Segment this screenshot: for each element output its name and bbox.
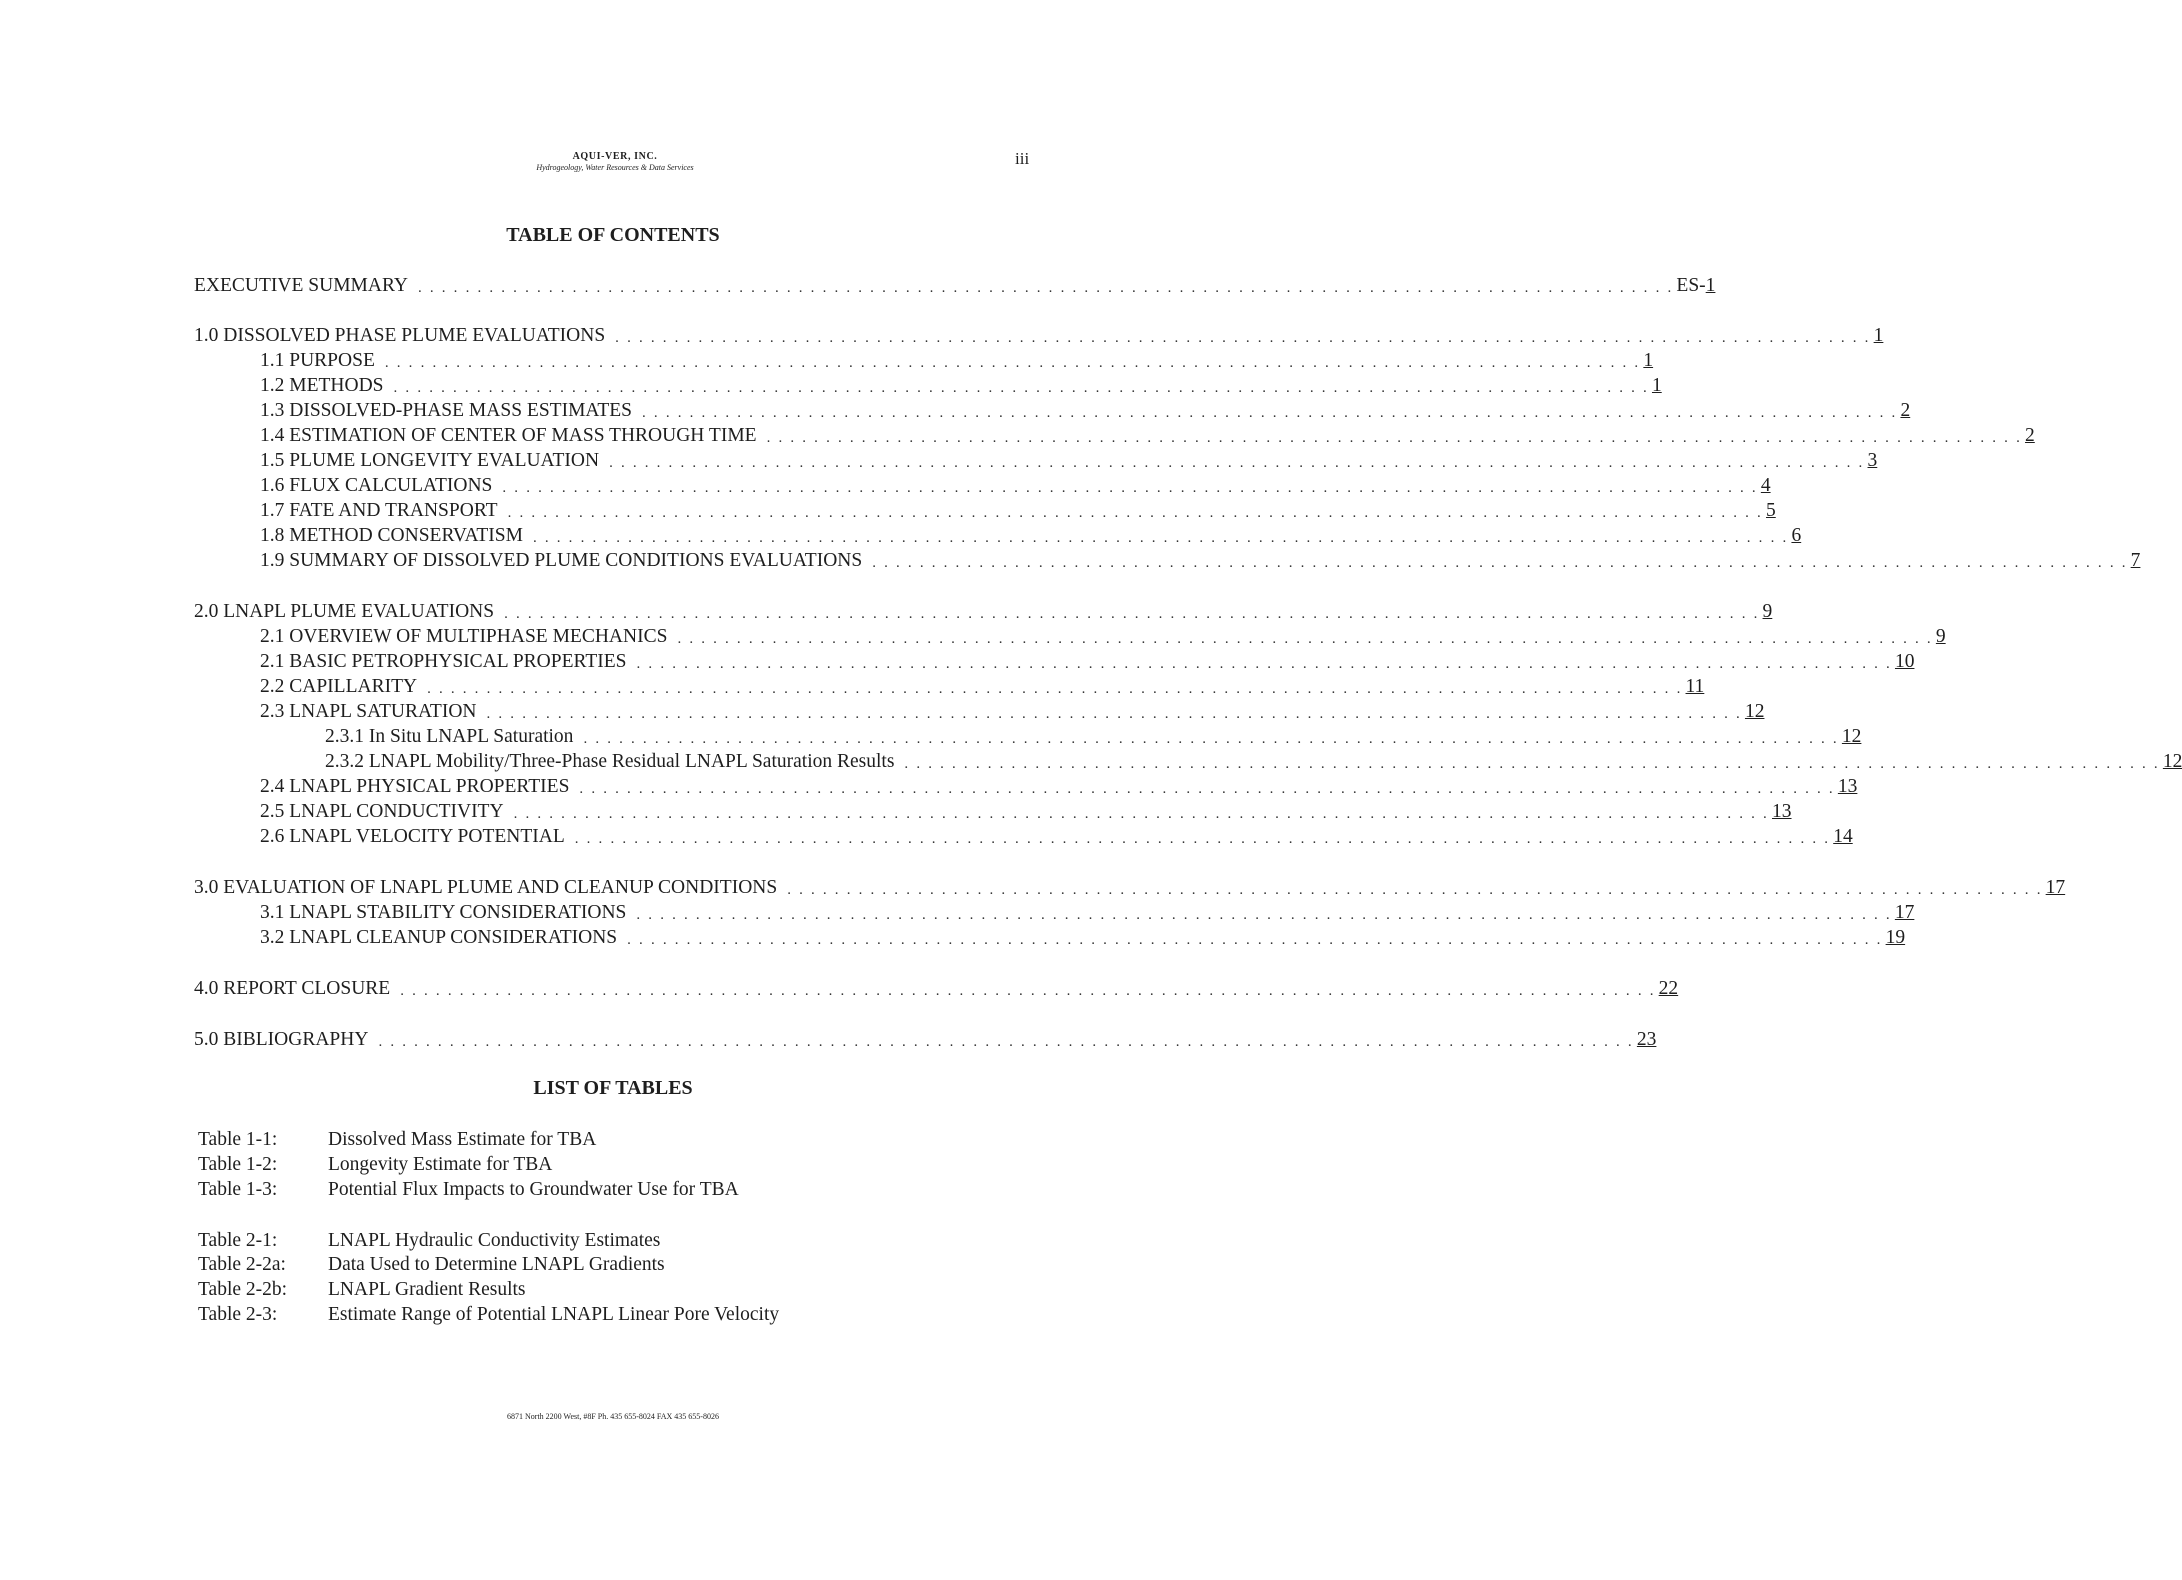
table-description: Dissolved Mass Estimate for TBA bbox=[328, 1129, 597, 1150]
toc-entry bbox=[194, 324, 1884, 348]
toc-entry-page: 2 bbox=[2025, 425, 2035, 446]
toc-entry-title: 1.5 PLUME LONGEVITY EVALUATION bbox=[260, 450, 600, 471]
toc-entry-page: 17 bbox=[2045, 877, 2066, 898]
toc-entry bbox=[194, 977, 1679, 1001]
toc-entry-title: EXECUTIVE SUMMARY bbox=[194, 275, 408, 296]
toc-entry bbox=[260, 349, 1654, 373]
toc-entry-title: 2.1 BASIC PETROPHYSICAL PROPERTIES bbox=[260, 651, 627, 672]
toc-entry-page: 2 bbox=[1900, 400, 1911, 421]
table-label: Table 1-3: bbox=[198, 1179, 278, 1200]
table-list-item bbox=[198, 1229, 898, 1253]
table-description: Longevity Estimate for TBA bbox=[328, 1154, 553, 1175]
toc-entry-page: 4 bbox=[1760, 475, 1771, 496]
dot-leader: . . . . . . . . . . . . . . . . . . . . . . . . . . . . . . . . . . . . . . . . . . . . . . . . . . . . . . . . . . . . . . . . . . . . . . . . . . . . . . . . . . . . . . . . . . . . . . . . . . . . . . . . . . bbox=[513, 806, 1770, 822]
dot-leader: . . . . . . . . . . . . . . . . . . . . . . . . . . . . . . . . . . . . . . . . . . . . . . . . . . . . . . . . . . . . . . . . . . . . . . . . . . . . . . . . . . . . . . . . . . . . . . . . . . . . . . . . . . bbox=[615, 330, 1871, 346]
dot-leader: . . . . . . . . . . . . . . . . . . . . . . . . . . . . . . . . . . . . . . . . . . . . . . . . . . . . . . . . . . . . . . . . . . . . . . . . . . . . . . . . . . . . . . . . . . . . . . . . . . . . . . . . . . bbox=[378, 1034, 1634, 1050]
dot-leader: . . . . . . . . . . . . . . . . . . . . . . . . . . . . . . . . . . . . . . . . . . . . . . . . . . . . . . . . . . . . . . . . . . . . . . . . . . . . . . . . . . . . . . . . . . . . . . . . . . . . . . . . . . bbox=[787, 882, 2043, 898]
toc-entry bbox=[260, 499, 1776, 523]
dot-leader: . . . . . . . . . . . . . . . . . . . . . . . . . . . . . . . . . . . . . . . . . . . . . . . . . . . . . . . . . . . . . . . . . . . . . . . . . . . . . . . . . . . . . . . . . . . . . . . . . . . . . . . . . . bbox=[579, 781, 1835, 797]
toc-entry-page: 11 bbox=[1685, 676, 1705, 697]
toc-entry-page: 13 bbox=[1837, 776, 1858, 797]
toc-entry-title: 1.6 FLUX CALCULATIONS bbox=[260, 475, 493, 496]
table-description: Potential Flux Impacts to Groundwater Use for TBA bbox=[328, 1179, 739, 1200]
dot-leader: . . . . . . . . . . . . . . . . . . . . . . . . . . . . . . . . . . . . . . . . . . . . . . . . . . . . . . . . . . . . . . . . . . . . . . . . . . . . . . . . . . . . . . . . . . . . . . . . . . . . . . . . . . bbox=[904, 756, 2160, 772]
toc-entry-title: 3.0 EVALUATION OF LNAPL PLUME AND CLEANUP CONDITIONS bbox=[194, 877, 778, 898]
toc-entry bbox=[260, 399, 1911, 423]
dot-leader: . . . . . . . . . . . . . . . . . . . . . . . . . . . . . . . . . . . . . . . . . . . . . . . . . . . . . . . . . . . . . . . . . . . . . . . . . . . . . . . . . . . . . . . . . . . . . . . . . . . . . . . . . . bbox=[502, 480, 1758, 496]
toc-entry-title: 2.3 LNAPL SATURATION bbox=[260, 701, 477, 722]
toc-entry bbox=[260, 800, 1792, 824]
table-list-item bbox=[198, 1253, 898, 1277]
toc-heading: TABLE OF CONTENTS bbox=[506, 224, 720, 246]
table-label: Table 2-1: bbox=[198, 1230, 278, 1251]
list-of-tables-heading: LIST OF TABLES bbox=[533, 1077, 693, 1099]
dot-leader: . . . . . . . . . . . . . . . . . . . . . . . . . . . . . . . . . . . . . . . . . . . . . . . . . . . . . . . . . . . . . . . . . . . . . . . . . . . . . . . . . . . . . . . . . . . . . . . . . . . . . . . . . . bbox=[427, 681, 1683, 697]
table-list-item bbox=[198, 1303, 898, 1327]
company-name: AQUI-VER, INC. bbox=[572, 151, 658, 162]
toc-entry-page: 17 bbox=[1894, 902, 1915, 923]
toc-entry-title: 5.0 BIBLIOGRAPHY bbox=[194, 1029, 369, 1050]
toc-entry-page: 1 bbox=[1873, 325, 1884, 346]
table-list-item bbox=[198, 1278, 898, 1302]
toc-entry bbox=[260, 775, 1858, 799]
toc-entry-page: 1 bbox=[1643, 350, 1654, 371]
toc-entry bbox=[260, 374, 1662, 398]
toc-entry bbox=[260, 700, 1765, 724]
toc-entry bbox=[260, 650, 1915, 674]
toc-entry-title: 1.7 FATE AND TRANSPORT bbox=[260, 500, 498, 521]
toc-entry-title: 2.1 OVERVIEW OF MULTIPHASE MECHANICS bbox=[260, 626, 668, 647]
toc-entry-page: 7 bbox=[2130, 550, 2141, 571]
dot-leader: . . . . . . . . . . . . . . . . . . . . . . . . . . . . . . . . . . . . . . . . . . . . . . . . . . . . . . . . . . . . . . . . . . . . . . . . . . . . . . . . . . . . . . . . . . . . . . . . . . . . . . . . . . bbox=[627, 932, 1883, 948]
dot-leader: . . . . . . . . . . . . . . . . . . . . . . . . . . . . . . . . . . . . . . . . . . . . . . . . . . . . . . . . . . . . . . . . . . . . . . . . . . . . . . . . . . . . . . . . . . . . . . . . . . . . . . . . . . bbox=[486, 706, 1742, 722]
toc-entry-page: 1 bbox=[1705, 275, 1716, 296]
dot-leader: . . . . . . . . . . . . . . . . . . . . . . . . . . . . . . . . . . . . . . . . . . . . . . . . . . . . . . . . . . . . . . . . . . . . . . . . . . . . . . . . . . . . . . . . . . . . . . . . . . . . . . . . . . bbox=[677, 631, 1933, 647]
toc-entry-title: 3.2 LNAPL CLEANUP CONSIDERATIONS bbox=[260, 927, 618, 948]
toc-entry bbox=[194, 274, 1716, 298]
toc-entry bbox=[260, 424, 2035, 448]
dot-leader: . . . . . . . . . . . . . . . . . . . . . . . . . . . . . . . . . . . . . . . . . . . . . . . . . . . . . . . . . . . . . . . . . . . . . . . . . . . . . . . . . . . . . . . . . . . . . . . . . . . . . . . . . . bbox=[872, 555, 2128, 571]
toc-entry-title: 1.3 DISSOLVED-PHASE MASS ESTIMATES bbox=[260, 400, 633, 421]
dot-leader: . . . . . . . . . . . . . . . . . . . . . . . . . . . . . . . . . . . . . . . . . . . . . . . . . . . . . . . . . . . . . . . . . . . . . . . . . . . . . . . . . . . . . . . . . . . . . . . . . . . . . . . . . . bbox=[636, 907, 1892, 923]
table-label: Table 1-1: bbox=[198, 1129, 278, 1150]
dot-leader: . . . . . . . . . . . . . . . . . . . . . . . . . . . . . . . . . . . . . . . . . . . . . . . . . . . . . . . . . . . . . . . . . . . . . . . . . . . . . . . . . . . . . . . . . . . . . . . . . . . . . . . . . . bbox=[400, 983, 1656, 999]
toc-entry bbox=[325, 725, 1862, 749]
toc-entry-page: 19 bbox=[1885, 927, 1906, 948]
toc-entry bbox=[260, 825, 1853, 849]
dot-leader: . . . . . . . . . . . . . . . . . . . . . . . . . . . . . . . . . . . . . . . . . . . . . . . . . . . . . . . . . . . . . . . . . . . . . . . . . . . . . . . . . . . . . . . . . . . . . . . . . . . . . . . . . . bbox=[417, 280, 1674, 296]
table-label: Table 1-2: bbox=[198, 1154, 278, 1175]
footer-address: 6871 North 2200 West, #8F Ph. 435 655-8024 FAX 435 655-8026 bbox=[507, 1412, 719, 1421]
toc-entry-page: 6 bbox=[1791, 525, 1802, 546]
toc-entry-title: 1.9 SUMMARY OF DISSOLVED PLUME CONDITIONS EVALUATIONS bbox=[260, 550, 863, 571]
dot-leader: . . . . . . . . . . . . . . . . . . . . . . . . . . . . . . . . . . . . . . . . . . . . . . . . . . . . . . . . . . . . . . . . . . . . . . . . . . . . . . . . . . . . . . . . . . . . . . . . . . . . . . . . . . bbox=[609, 455, 1865, 471]
toc-entry bbox=[194, 1028, 1657, 1052]
toc-entry bbox=[260, 549, 2141, 573]
toc-entry bbox=[260, 474, 1771, 498]
toc-entry bbox=[260, 901, 1915, 925]
toc-entry bbox=[260, 449, 1878, 473]
toc-entry-page: 14 bbox=[1833, 826, 1853, 847]
toc-entry-title: 2.3.1 In Situ LNAPL Saturation bbox=[325, 726, 574, 747]
dot-leader: . . . . . . . . . . . . . . . . . . . . . . . . . . . . . . . . . . . . . . . . . . . . . . . . . . . . . . . . . . . . . . . . . . . . . . . . . . . . . . . . . . . . . . . . . . . . . . . . . . . . . . . . . . bbox=[384, 355, 1641, 371]
toc-entry-page: 23 bbox=[1636, 1029, 1657, 1050]
table-label: Table 2-2b: bbox=[198, 1279, 288, 1300]
toc-entry-page: 12 bbox=[2162, 751, 2182, 772]
toc-entry-title: 3.1 LNAPL STABILITY CONSIDERATIONS bbox=[260, 902, 627, 923]
table-description: LNAPL Hydraulic Conductivity Estimates bbox=[328, 1230, 661, 1251]
toc-entry-page: 12 bbox=[1841, 726, 1862, 747]
toc-entry bbox=[260, 524, 1802, 548]
dot-leader: . . . . . . . . . . . . . . . . . . . . . . . . . . . . . . . . . . . . . . . . . . . . . . . . . . . . . . . . . . . . . . . . . . . . . . . . . . . . . . . . . . . . . . . . . . . . . . . . . . . . . . . . . . bbox=[574, 831, 1831, 847]
dot-leader: . . . . . . . . . . . . . . . . . . . . . . . . . . . . . . . . . . . . . . . . . . . . . . . . . . . . . . . . . . . . . . . . . . . . . . . . . . . . . . . . . . . . . . . . . . . . . . . . . . . . . . . . . . bbox=[583, 731, 1839, 747]
toc-entry-page: 22 bbox=[1658, 978, 1679, 999]
toc-entry-page: 1 bbox=[1651, 375, 1662, 396]
dot-leader: . . . . . . . . . . . . . . . . . . . . . . . . . . . . . . . . . . . . . . . . . . . . . . . . . . . . . . . . . . . . . . . . . . . . . . . . . . . . . . . . . . . . . . . . . . . . . . . . . . . . . . . . . . bbox=[642, 405, 1898, 421]
dot-leader: . . . . . . . . . . . . . . . . . . . . . . . . . . . . . . . . . . . . . . . . . . . . . . . . . . . . . . . . . . . . . . . . . . . . . . . . . . . . . . . . . . . . . . . . . . . . . . . . . . . . . . . . . . bbox=[504, 606, 1760, 622]
table-label: Table 2-2a: bbox=[198, 1254, 286, 1275]
table-label: Table 2-3: bbox=[198, 1304, 278, 1325]
toc-entry-page: 13 bbox=[1772, 801, 1792, 822]
toc-entry bbox=[325, 750, 2182, 774]
toc-entry-page: 10 bbox=[1894, 651, 1915, 672]
dot-leader: . . . . . . . . . . . . . . . . . . . . . . . . . . . . . . . . . . . . . . . . . . . . . . . . . . . . . . . . . . . . . . . . . . . . . . . . . . . . . . . . . . . . . . . . . . . . . . . . . . . . . . . . . . bbox=[636, 656, 1892, 672]
table-description: Estimate Range of Potential LNAPL Linear Pore Velocity bbox=[328, 1304, 780, 1325]
toc-entry bbox=[260, 625, 1946, 649]
toc-entry-title: 1.1 PURPOSE bbox=[260, 350, 375, 371]
toc-entry-page: 9 bbox=[1935, 626, 1946, 647]
toc-entry-page: 12 bbox=[1744, 701, 1765, 722]
table-list-item bbox=[198, 1128, 898, 1152]
toc-entry-page: 9 bbox=[1762, 601, 1773, 622]
toc-entry-title: 4.0 REPORT CLOSURE bbox=[194, 978, 391, 999]
page-number: iii bbox=[1015, 149, 1030, 168]
toc-entry-page: 3 bbox=[1867, 450, 1878, 471]
table-description: LNAPL Gradient Results bbox=[328, 1279, 526, 1300]
toc-entry-title: 2.2 CAPILLARITY bbox=[260, 676, 418, 697]
toc-entry bbox=[194, 876, 2066, 900]
dot-leader: . . . . . . . . . . . . . . . . . . . . . . . . . . . . . . . . . . . . . . . . . . . . . . . . . . . . . . . . . . . . . . . . . . . . . . . . . . . . . . . . . . . . . . . . . . . . . . . . . . . . . . . . . . bbox=[532, 530, 1789, 546]
toc-entry-title: 1.4 ESTIMATION OF CENTER OF MASS THROUGH TIME bbox=[260, 425, 757, 446]
dot-leader: . . . . . . . . . . . . . . . . . . . . . . . . . . . . . . . . . . . . . . . . . . . . . . . . . . . . . . . . . . . . . . . . . . . . . . . . . . . . . . . . . . . . . . . . . . . . . . . . . . . . . . . . . . bbox=[766, 430, 2023, 446]
toc-entry bbox=[194, 600, 1773, 624]
company-tagline: Hydrogeology, Water Resources & Data Services bbox=[536, 163, 694, 172]
toc-entry-title: 2.4 LNAPL PHYSICAL PROPERTIES bbox=[260, 776, 570, 797]
toc-entry-title: 2.5 LNAPL CONDUCTIVITY bbox=[260, 801, 504, 822]
toc-entry-title: 2.6 LNAPL VELOCITY POTENTIAL bbox=[260, 826, 565, 847]
toc-entry-page: 5 bbox=[1766, 500, 1776, 521]
toc-entry-title: 1.2 METHODS bbox=[260, 375, 384, 396]
toc-entry-title: 2.3.2 LNAPL Mobility/Three-Phase Residual LNAPL Saturation Results bbox=[325, 751, 895, 772]
dot-leader: . . . . . . . . . . . . . . . . . . . . . . . . . . . . . . . . . . . . . . . . . . . . . . . . . . . . . . . . . . . . . . . . . . . . . . . . . . . . . . . . . . . . . . . . . . . . . . . . . . . . . . . . . . bbox=[507, 505, 1764, 521]
letterhead bbox=[480, 151, 750, 173]
toc-entry-title: 1.8 METHOD CONSERVATISM bbox=[260, 525, 523, 546]
toc-entry-title: 1.0 DISSOLVED PHASE PLUME EVALUATIONS bbox=[194, 325, 606, 346]
toc-entry-page-prefix: ES- bbox=[1676, 275, 1706, 296]
table-list-item bbox=[198, 1153, 898, 1177]
toc-entry bbox=[260, 675, 1705, 699]
table-description: Data Used to Determine LNAPL Gradients bbox=[328, 1254, 665, 1275]
dot-leader: . . . . . . . . . . . . . . . . . . . . . . . . . . . . . . . . . . . . . . . . . . . . . . . . . . . . . . . . . . . . . . . . . . . . . . . . . . . . . . . . . . . . . . . . . . . . . . . . . . . . . . . . . . bbox=[393, 380, 1649, 396]
table-list-item bbox=[198, 1178, 898, 1202]
toc-entry bbox=[260, 926, 1906, 950]
toc-entry-title: 2.0 LNAPL PLUME EVALUATIONS bbox=[194, 601, 495, 622]
